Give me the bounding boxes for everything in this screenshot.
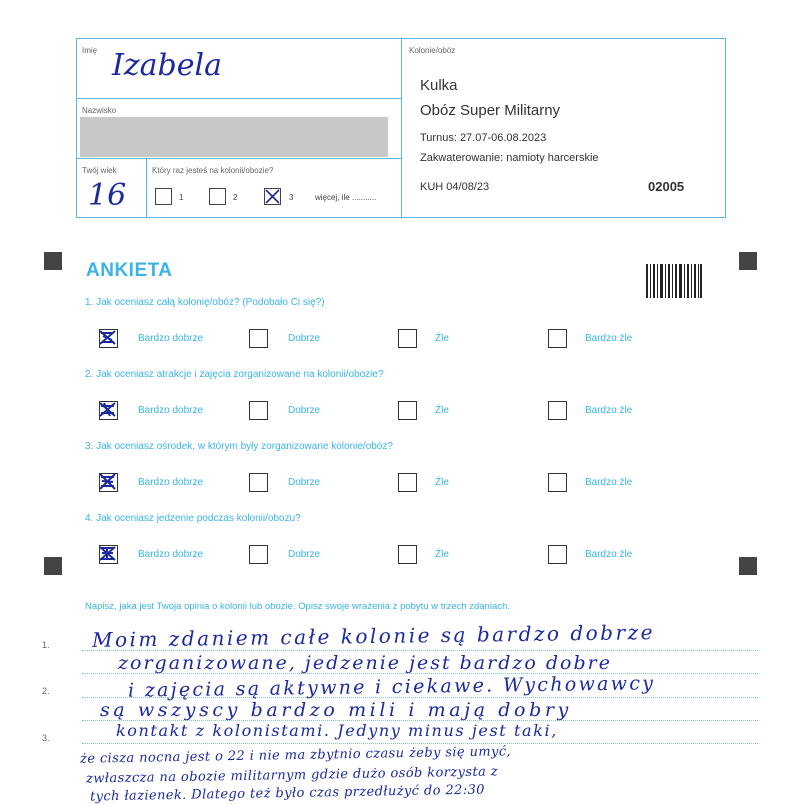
surname-divider	[76, 158, 401, 159]
q3-checkbox-bardzo-dobrze[interactable]	[99, 473, 118, 492]
q3-label-dobrze: Dobrze	[288, 477, 321, 488]
q3-label-bardzo-zle: Bardzo źle	[585, 477, 633, 488]
name-divider	[76, 98, 401, 99]
visit-checkbox-3[interactable]	[264, 188, 281, 205]
q2-checkbox-bardzo-dobrze[interactable]	[99, 401, 118, 420]
q2-checkbox-bardzo-zle[interactable]	[548, 401, 567, 420]
registration-mark-top-left	[44, 252, 62, 270]
line-number-3: 3.	[42, 733, 50, 743]
visit-option-more: więcej, ile ...........	[315, 193, 377, 202]
scribble-check-icon	[98, 544, 117, 563]
q1-checkbox-zle[interactable]	[398, 329, 417, 348]
q1-label-dobrze: Dobrze	[288, 333, 321, 344]
camp-label: Kolonie/obóz	[409, 46, 456, 55]
q2-checkbox-zle[interactable]	[398, 401, 417, 420]
question-4: 4. Jak oceniasz jedzenie podczas kolonii/obozu?	[85, 513, 301, 524]
opinion-prompt: Napisz, jaka jest Twoja opinia o kolonii lub obozie. Opisz swoje wrażenia z pobytu w trzech zdaniach.	[85, 601, 510, 612]
handwriting-line-2: zorganizowane, jedzenie jest bardzo dobre	[118, 652, 612, 674]
handwriting-line-6: że cisza nocna jest o 22 i nie ma zbytnio czasu żeby się umyć,	[79, 744, 512, 767]
header-divider	[401, 38, 402, 218]
line-number-1: 1.	[42, 640, 50, 650]
surname-redacted	[80, 117, 388, 157]
handwriting-line-8: tych łazienek. Dlatego też było czas przedłużyć do 22:30	[89, 782, 486, 804]
check-x-icon	[264, 188, 281, 205]
visit-option-1: 1	[179, 193, 184, 202]
handwriting-line-4: są wszyscy bardzo mili i mają dobry	[100, 699, 572, 721]
name-handwritten: Izabela	[112, 48, 222, 83]
question-1: 1. Jak oceniasz całą kolonię/obóz? (Podobało Ci się?)	[85, 297, 325, 308]
name-label: Imię	[82, 46, 98, 55]
camp-accommodation: Zakwaterowanie: namioty harcerskie	[420, 152, 599, 164]
visit-checkbox-2[interactable]	[209, 188, 226, 205]
q2-checkbox-dobrze[interactable]	[249, 401, 268, 420]
q3-checkbox-bardzo-zle[interactable]	[548, 473, 567, 492]
writing-line-3a	[82, 743, 758, 744]
handwriting-line-5: kontakt z kolonistami. Jedyny minus jest taki,	[116, 721, 558, 740]
q1-checkbox-bardzo-dobrze[interactable]	[99, 329, 118, 348]
handwriting-line-3: i zajęcia są aktywne i ciekawe. Wychowawcy	[127, 672, 656, 702]
q4-label-dobrze: Dobrze	[288, 549, 321, 560]
form-number: 02005	[648, 179, 685, 194]
age-label: Twój wiek	[82, 166, 117, 175]
q4-label-bardzo-dobrze: Bardzo dobrze	[138, 549, 204, 560]
q4-checkbox-zle[interactable]	[398, 545, 417, 564]
visit-option-2: 2	[233, 193, 238, 202]
scribble-check-icon	[98, 328, 117, 347]
handwriting-line-7: zwłaszcza na obozie militarnym gdzie dużo osób korzysta z	[85, 764, 499, 787]
q2-label-bardzo-dobrze: Bardzo dobrze	[138, 405, 204, 416]
handwriting-line-1: Moim zdaniem całe kolonie są bardzo dobrze	[91, 620, 656, 652]
camp-code: KUH 04/08/23	[420, 181, 490, 193]
q2-label-dobrze: Dobrze	[288, 405, 321, 416]
q4-checkbox-bardzo-dobrze[interactable]	[99, 545, 118, 564]
q2-label-zle: Źle	[435, 405, 449, 416]
registration-mark-bottom-right	[739, 557, 757, 575]
camp-name: Kulka	[420, 77, 458, 94]
q4-checkbox-dobrze[interactable]	[249, 545, 268, 564]
visit-option-3: 3	[289, 193, 294, 202]
q2-label-bardzo-zle: Bardzo źle	[585, 405, 633, 416]
scribble-check-icon	[98, 472, 117, 491]
visit-question: Który raz jesteś na kolonii/obozie?	[152, 166, 274, 175]
line-number-2: 2.	[42, 686, 50, 696]
age-handwritten: 16	[88, 178, 127, 213]
visit-checkbox-1[interactable]	[155, 188, 172, 205]
q1-label-bardzo-zle: Bardzo źle	[585, 333, 633, 344]
surname-label: Nazwisko	[82, 106, 117, 115]
q4-checkbox-bardzo-zle[interactable]	[548, 545, 567, 564]
q3-checkbox-dobrze[interactable]	[249, 473, 268, 492]
barcode	[646, 264, 702, 298]
q1-checkbox-dobrze[interactable]	[249, 329, 268, 348]
q3-checkbox-zle[interactable]	[398, 473, 417, 492]
camp-turnus: Turnus: 27.07-06.08.2023	[420, 132, 547, 144]
scribble-check-icon	[98, 400, 117, 419]
question-3: 3. Jak oceniasz ośrodek, w którym były zorganizowane kolonie/obóz?	[85, 441, 393, 452]
q4-label-bardzo-zle: Bardzo źle	[585, 549, 633, 560]
q1-checkbox-bardzo-zle[interactable]	[548, 329, 567, 348]
q3-label-bardzo-dobrze: Bardzo dobrze	[138, 477, 204, 488]
registration-mark-top-right	[739, 252, 757, 270]
q4-label-zle: Źle	[435, 549, 449, 560]
q3-label-zle: Źle	[435, 477, 449, 488]
camp-title: Obóz Super Militarny	[420, 102, 561, 119]
q1-label-bardzo-dobrze: Bardzo dobrze	[138, 333, 204, 344]
q1-label-zle: Źle	[435, 333, 449, 344]
registration-mark-bottom-left	[44, 557, 62, 575]
survey-title: ANKIETA	[86, 260, 173, 281]
age-divider	[146, 158, 147, 218]
question-2: 2. Jak oceniasz atrakcje i zajęcia zorganizowane na kolonii/obozie?	[85, 369, 384, 380]
